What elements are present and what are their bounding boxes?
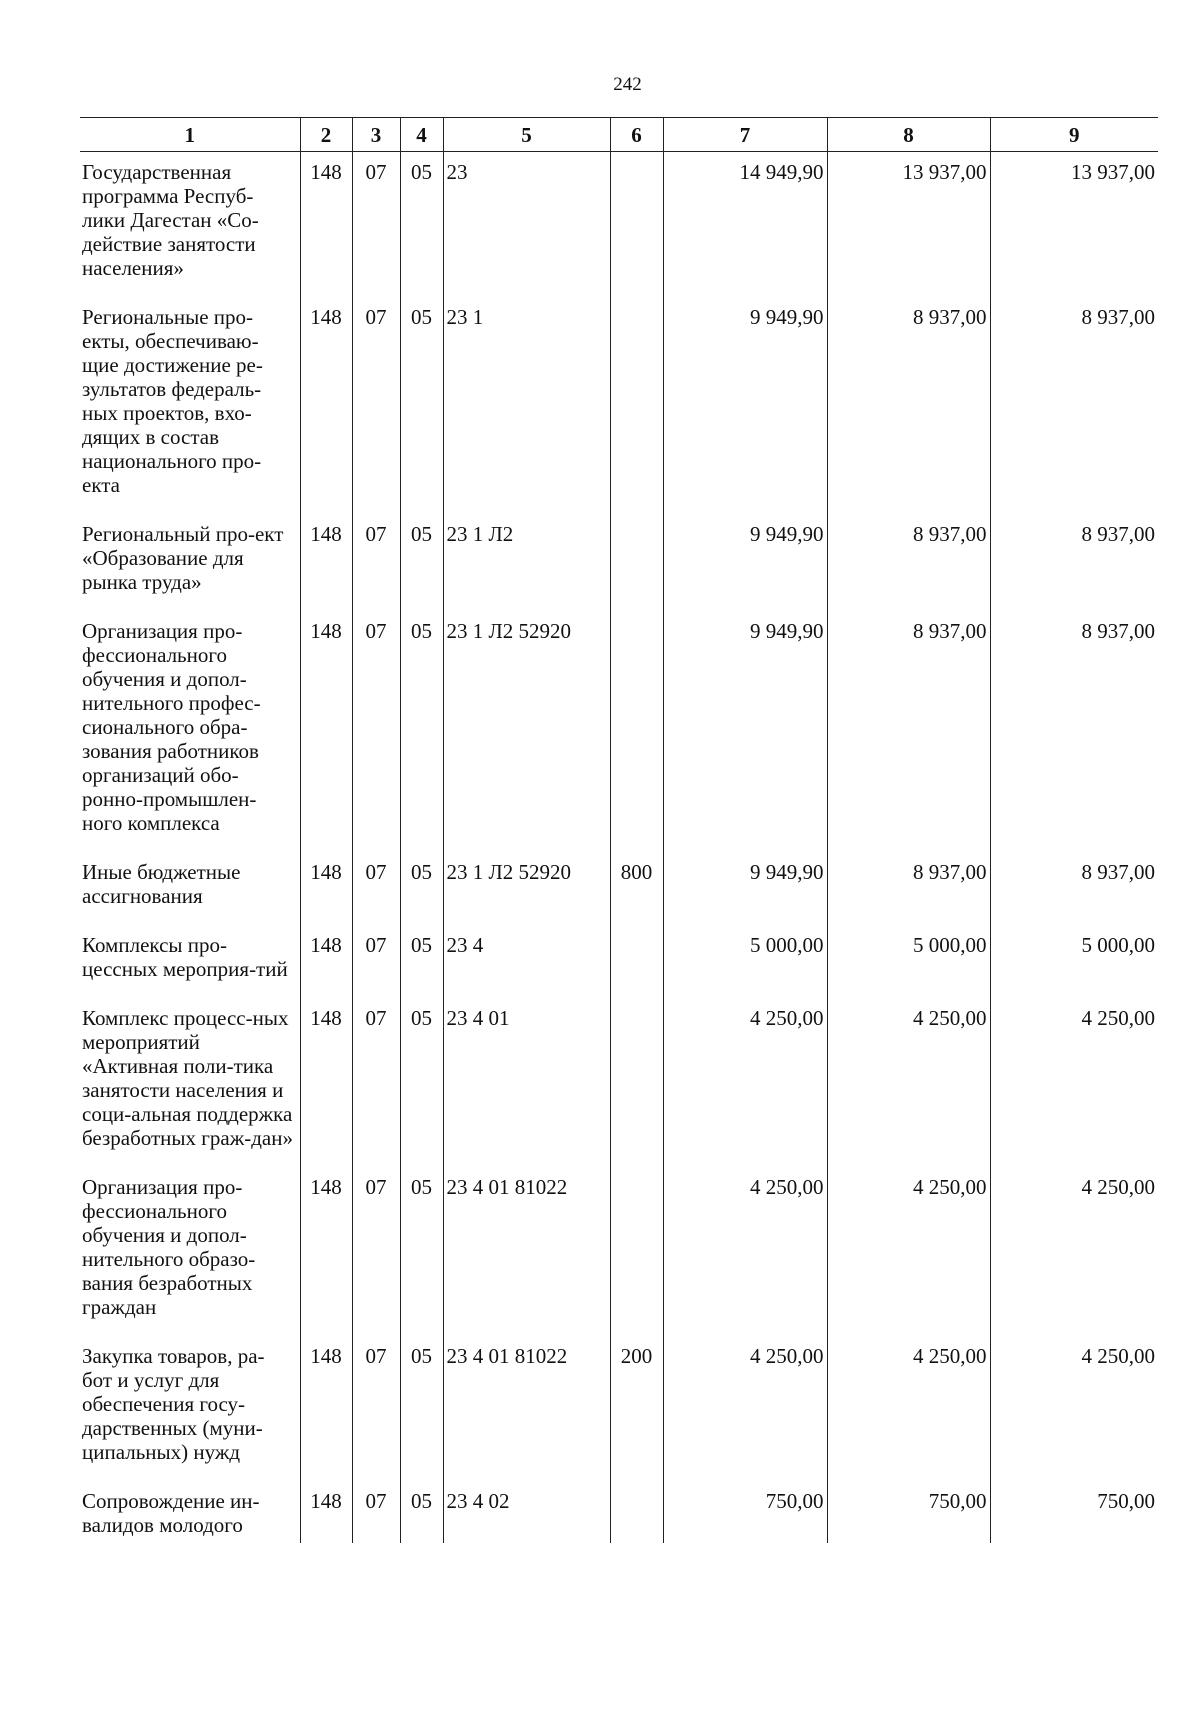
expense-type-cell <box>610 510 663 607</box>
section-code-cell: 07 <box>352 921 400 994</box>
expense-type-cell <box>610 1477 663 1543</box>
section-code-cell: 07 <box>352 607 400 848</box>
expense-type-cell: 200 <box>610 1332 663 1477</box>
expense-type-cell <box>610 1163 663 1332</box>
subsection-code-cell: 05 <box>400 1477 443 1543</box>
amount-year3-cell: 5 000,00 <box>990 921 1158 994</box>
budget-table <box>80 117 1158 1543</box>
amount-year1-cell: 9 949,90 <box>663 607 827 848</box>
admin-code-cell: 148 <box>300 848 352 921</box>
target-article-cell: 23 4 01 81022 <box>443 1163 610 1332</box>
subsection-code-cell: 05 <box>400 1163 443 1332</box>
amount-year3-cell: 4 250,00 <box>990 1332 1158 1477</box>
amount-year1-cell: 9 949,90 <box>663 293 827 510</box>
amount-year1-cell: 9 949,90 <box>663 848 827 921</box>
page-number: 242 <box>613 74 642 95</box>
item-name-cell: Иные бюджетные ассигнования <box>82 860 241 908</box>
amount-year3-cell: 750,00 <box>990 1477 1158 1543</box>
amount-year3-cell: 4 250,00 <box>990 994 1158 1163</box>
table-row <box>80 1332 1158 1477</box>
table-row <box>80 293 1158 510</box>
column-header: 9 <box>990 118 1158 152</box>
table-row <box>80 152 1158 294</box>
expense-type-cell <box>610 152 663 294</box>
amount-year2-cell: 5 000,00 <box>827 921 990 994</box>
amount-year2-cell: 8 937,00 <box>827 293 990 510</box>
target-article-cell: 23 1 Л2 <box>443 510 610 607</box>
header-row <box>80 118 1158 152</box>
target-article-cell: 23 4 02 <box>443 1477 610 1543</box>
amount-year1-cell: 4 250,00 <box>663 1163 827 1332</box>
item-name-cell: Региональные про-екты, обеспечиваю-щие достижение ре-зультатов федераль-ных проектов, вхо-дящих в состав национального про-екта <box>82 305 263 497</box>
amount-year1-cell: 4 250,00 <box>663 1332 827 1477</box>
amount-year2-cell: 8 937,00 <box>827 848 990 921</box>
amount-year3-cell: 8 937,00 <box>990 510 1158 607</box>
item-name-cell: Организация про-фессионального обучения и допол-нительного профес-сионального обра-зования работников организаций обо-ронно-промышлен-ного комплекса <box>82 619 261 835</box>
table-row <box>80 1477 1158 1543</box>
column-header: 7 <box>663 118 827 152</box>
section-code-cell: 07 <box>352 1163 400 1332</box>
item-name-cell: Комплекс процесс-ных мероприятий «Активная поли-тика занятости населения и соци-альная поддержка безработных граж-дан» <box>82 1006 293 1150</box>
item-name-cell: Комплексы про-цессных мероприя-тий <box>82 933 288 981</box>
amount-year2-cell: 750,00 <box>827 1477 990 1543</box>
expense-type-cell <box>610 921 663 994</box>
target-article-cell: 23 4 <box>443 921 610 994</box>
amount-year1-cell: 4 250,00 <box>663 994 827 1163</box>
subsection-code-cell: 05 <box>400 510 443 607</box>
admin-code-cell: 148 <box>300 921 352 994</box>
amount-year3-cell: 8 937,00 <box>990 848 1158 921</box>
item-name-cell: Государственная программа Респуб-лики Дагестан «Со-действие занятости населения» <box>82 160 259 280</box>
target-article-cell: 23 1 Л2 52920 <box>443 848 610 921</box>
subsection-code-cell: 05 <box>400 921 443 994</box>
item-name-cell: Сопровождение ин-валидов молодого <box>82 1489 260 1537</box>
amount-year3-cell: 4 250,00 <box>990 1163 1158 1332</box>
expense-type-cell: 800 <box>610 848 663 921</box>
table-row <box>80 1163 1158 1332</box>
section-code-cell: 07 <box>352 994 400 1163</box>
column-header: 6 <box>610 118 663 152</box>
amount-year1-cell: 9 949,90 <box>663 510 827 607</box>
table-row <box>80 607 1158 848</box>
expense-type-cell <box>610 293 663 510</box>
column-header: 4 <box>400 118 443 152</box>
amount-year1-cell: 5 000,00 <box>663 921 827 994</box>
section-code-cell: 07 <box>352 152 400 294</box>
column-header: 1 <box>80 118 300 152</box>
section-code-cell: 07 <box>352 1477 400 1543</box>
admin-code-cell: 148 <box>300 1477 352 1543</box>
subsection-code-cell: 05 <box>400 994 443 1163</box>
admin-code-cell: 148 <box>300 152 352 294</box>
item-name-cell: Закупка товаров, ра-бот и услуг для обеспечения госу-дарственных (муни-ципальных) нужд <box>82 1344 265 1464</box>
amount-year3-cell: 13 937,00 <box>990 152 1158 294</box>
amount-year2-cell: 8 937,00 <box>827 510 990 607</box>
expense-type-cell <box>610 607 663 848</box>
admin-code-cell: 148 <box>300 510 352 607</box>
target-article-cell: 23 4 01 <box>443 994 610 1163</box>
section-code-cell: 07 <box>352 1332 400 1477</box>
amount-year1-cell: 14 949,90 <box>663 152 827 294</box>
amount-year2-cell: 4 250,00 <box>827 1332 990 1477</box>
expense-type-cell <box>610 994 663 1163</box>
table-row <box>80 848 1158 921</box>
table-body <box>80 152 1158 1544</box>
amount-year2-cell: 8 937,00 <box>827 607 990 848</box>
amount-year2-cell: 13 937,00 <box>827 152 990 294</box>
subsection-code-cell: 05 <box>400 848 443 921</box>
admin-code-cell: 148 <box>300 1332 352 1477</box>
column-header: 8 <box>827 118 990 152</box>
amount-year3-cell: 8 937,00 <box>990 293 1158 510</box>
target-article-cell: 23 1 <box>443 293 610 510</box>
subsection-code-cell: 05 <box>400 1332 443 1477</box>
table-row <box>80 921 1158 994</box>
subsection-code-cell: 05 <box>400 152 443 294</box>
target-article-cell: 23 1 Л2 52920 <box>443 607 610 848</box>
section-code-cell: 07 <box>352 293 400 510</box>
target-article-cell: 23 4 01 81022 <box>443 1332 610 1477</box>
admin-code-cell: 148 <box>300 607 352 848</box>
section-code-cell: 07 <box>352 510 400 607</box>
admin-code-cell: 148 <box>300 1163 352 1332</box>
admin-code-cell: 148 <box>300 994 352 1163</box>
column-header: 5 <box>443 118 610 152</box>
amount-year2-cell: 4 250,00 <box>827 1163 990 1332</box>
amount-year1-cell: 750,00 <box>663 1477 827 1543</box>
item-name-cell: Организация про-фессионального обучения и допол-нительного образо-вания безработных граждан <box>82 1175 256 1319</box>
section-code-cell: 07 <box>352 848 400 921</box>
table-row <box>80 994 1158 1163</box>
subsection-code-cell: 05 <box>400 293 443 510</box>
target-article-cell: 23 <box>443 152 610 294</box>
amount-year3-cell: 8 937,00 <box>990 607 1158 848</box>
subsection-code-cell: 05 <box>400 607 443 848</box>
column-header: 3 <box>352 118 400 152</box>
column-header: 2 <box>300 118 352 152</box>
admin-code-cell: 148 <box>300 293 352 510</box>
table-row <box>80 510 1158 607</box>
amount-year2-cell: 4 250,00 <box>827 994 990 1163</box>
item-name-cell: Региональный про-ект «Образование для рынка труда» <box>82 522 284 594</box>
